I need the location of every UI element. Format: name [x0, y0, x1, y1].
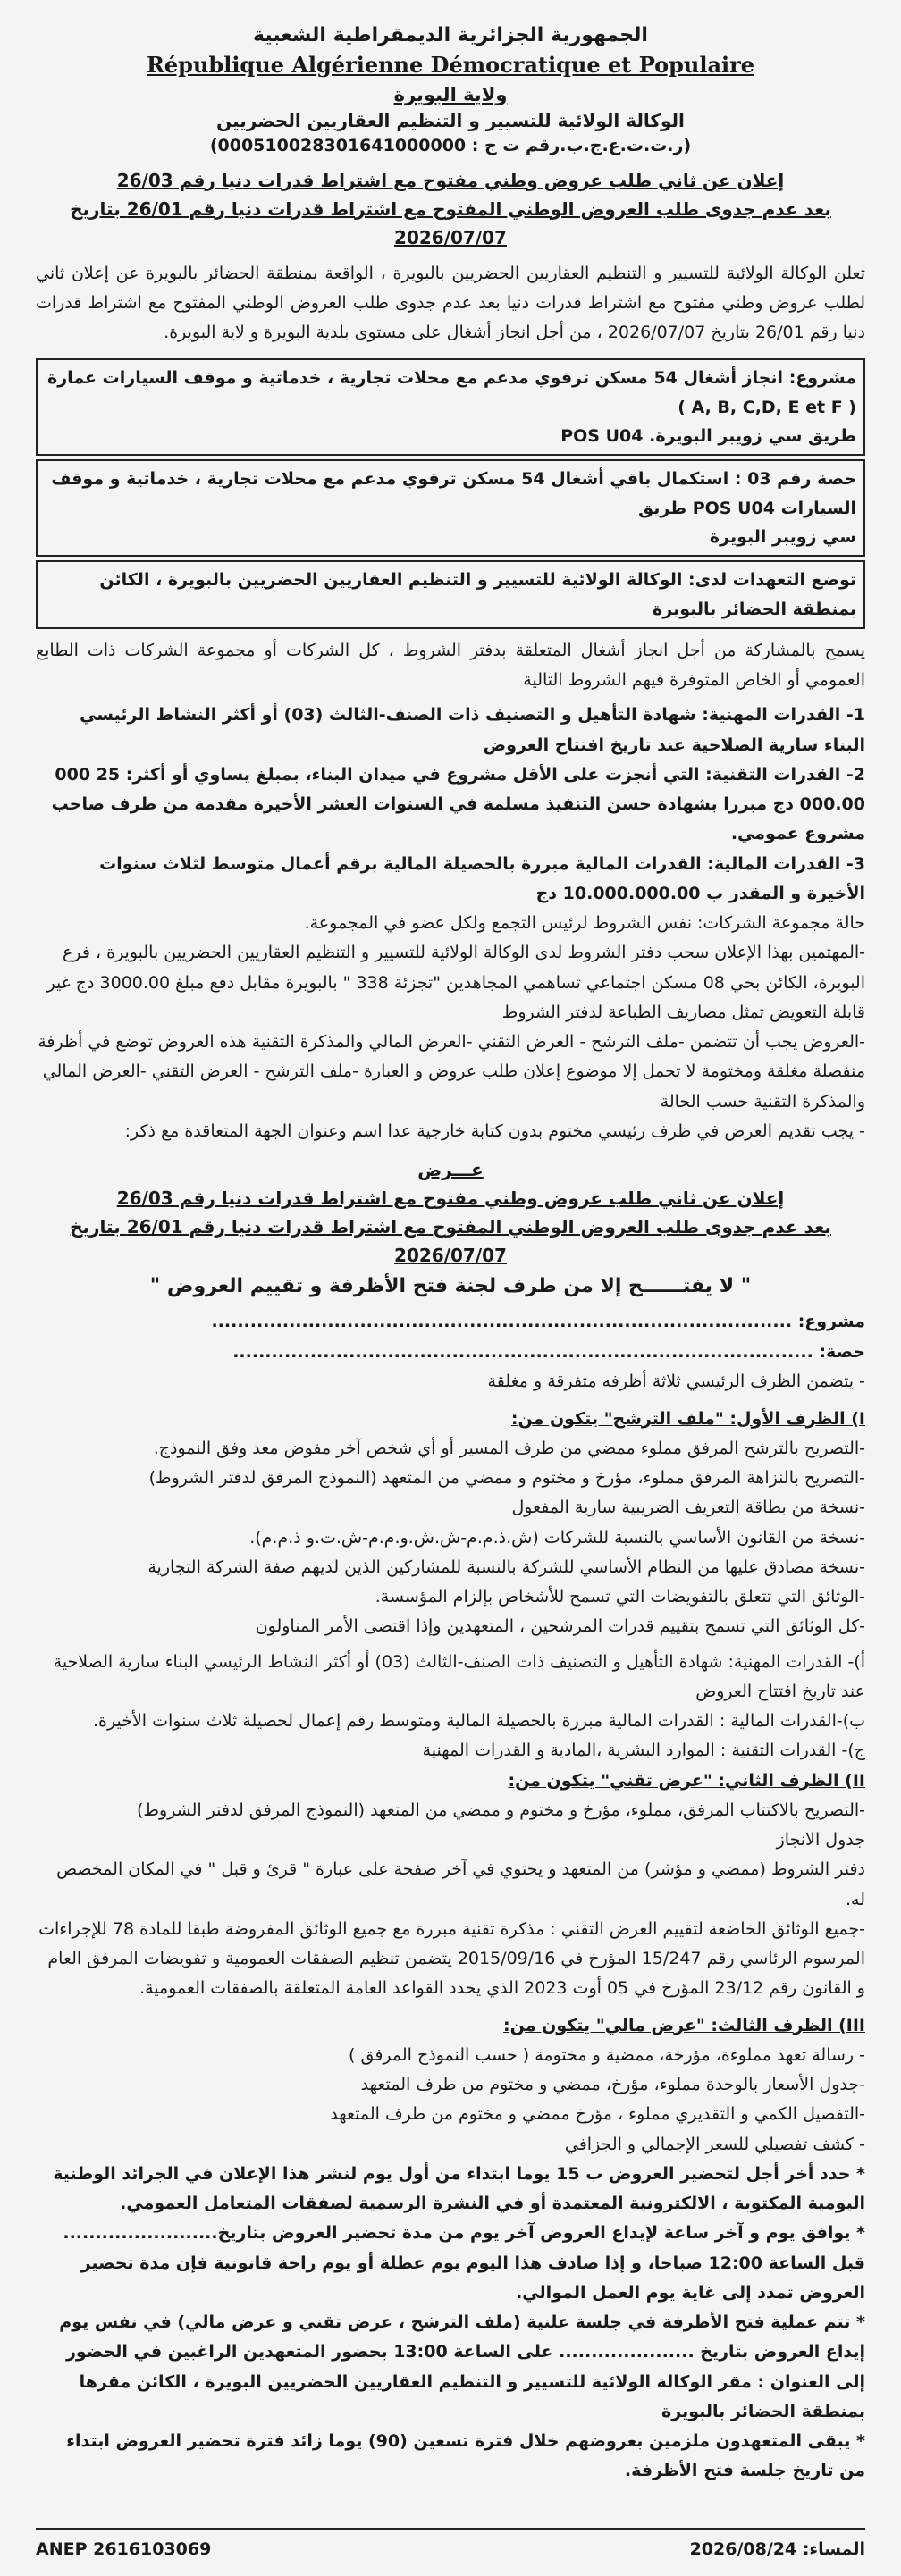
env1-item: -نسخة من القانون الأساسي بالنسبة للشركات (ش.ذ.م.م-ش.ش.و.م.م-ش.ت.و ذ.م.م). [249, 1527, 865, 1548]
env1-capacity: أ)- القدرات المهنية: شهادة التأهيل و التصنيف ذات الصنف-الثالث (03) أو أكثر النشاط الرئيسي البناء سارية الصلاحية عند تاريخ افتتاح العروض [53, 1651, 865, 1701]
offer-project-label: مشروع: [797, 1312, 865, 1332]
env2-item: -التصريح بالاكتتاب المرفق، مملوء، مؤرخ و مختوم و ممضي من المتعهد (النموذج المرفق لدفتر الشروط) [136, 1800, 865, 1820]
closing-opening: * تتم عملية فتح الأظرفة في جلسة علنية (ملف الترشح ، عرض تقني و عرض مالي) في نفس يوم إيداع العروض بتاريخ ..................... على الساعة 13:00 بحضور المتعهدين الراغبين في الحضور إلى العنوان : مقر الوكالة الولائية للتسيير و التنظيم العقاريين الحضريين البويرة ، الكائن مقرها بمنطقة الحضائر بالبويرة [59, 2312, 865, 2421]
envelope-1-capacities [36, 1648, 865, 1766]
closing-deadline: * حدد أخر أجل لتحضير العروض ب 15 يوما ابتداء من أول يوم لنشر هذا الإعلان في الجرائد الوطنية اليومية المكتوبة ، الالكترونية المعتمدة أو في النشرة الرسمية لصفقات المتعامل العمومي. [53, 2163, 865, 2214]
lot-line-1: حصة رقم 03 : استكمال باقي أشغال 54 مسكن ترقوي مدعم مع محلات تجارية ، خدماتية و موقف السيارات POS U04 طريق [51, 469, 856, 518]
env3-item: -التفصيل الكمي و التقديري مملوء ، مؤرخ ممضي و مختوم من طرف المتعهد [330, 2104, 865, 2125]
env1-item: -التصريح بالترشح المرفق مملوء ممضي من طرف المسير أو أي شخص آخر مفوض معد وفق النموذج. [153, 1438, 865, 1458]
project-box [36, 358, 865, 456]
offer-lot-dots: .......................................................................................... [232, 1342, 813, 1363]
project-line-1: مشروع: انجاز أشغال 54 مسكن ترقوي مدعم مع محلات تجارية ، خدماتية و موقف السيارات عمارة ( A, B, C,D, E et F ) [47, 368, 856, 417]
env1-capacity: ب)-القدرات المالية : القدرات المالية مبررة بالحصيلة المالية ومتوسط رقم إعمال لحصيلة ثلاث سنوات الأخيرة. [93, 1711, 865, 1732]
envelopes-intro: - يتضمن الظرف الرئيسي ثلاثة أظرفه متفرقة و مغلقة [487, 1372, 865, 1392]
offer-project-dots: .......................................................................................... [211, 1312, 793, 1332]
intro-paragraph: تعلن الوكالة الولائية للتسيير و التنظيم العقاريين الحضريين بالبويرة ، الواقعة بمنطقة الحضائر بالبويرة عن إعلان ثاني لطلب عروض وطني مفتوح مع اشتراط قدرات دنيا بعد عدم جدوى طلب العروض الوطني المفتوح مع اشتراط قدرات دنيا رقم 26/01 بتاريخ 2026/07/07 ، من أجل انجاز أشغال على مستوى بلدية البويرة و لاية البويرة. [36, 263, 865, 343]
announcement-subtitle: بعد عدم جدوى طلب العروض الوطني المفتوح مع اشتراط قدرات دنيا رقم 26/01 بتاريخ 2026/07/07 [70, 197, 831, 248]
criteria-list [36, 701, 865, 909]
header [36, 21, 865, 159]
envelope-2-title: II) الظرف الثاني: "عرض تقني" يتكون من: [508, 1770, 865, 1791]
note-withdraw: -المهتمين بهذا الإعلان سحب دفتر الشروط لدى الوكالة الولائية للتسيير و التنظيم العقاريين الحضريين بالبويرة ، فرع البويرة، الكائن بحي 08 مسكن اجتماعي تساهمي المجاهدين "تجزئة 338 " بالبويرة مقابل دفع مبلغ 3000.00 دج غير قابلة التعويض تمثل مصاريف الطباعة لدفتر الشروط [46, 943, 865, 1022]
offer-lot-line [36, 1337, 865, 1367]
offer-subtitle: بعد عدم جدوى طلب العروض الوطني المفتوح مع اشتراط قدرات دنيا رقم 26/01 بتاريخ 2026/07/07 [70, 1216, 831, 1267]
closing-validity: * يبقى المتعهدون ملزمين بعروضهم خلال فترة تسعين (90) يوما زائد فترة تحضير العروض ابتداء من تاريخ جلسة فتح الأظرفة. [66, 2431, 865, 2481]
env1-item: -التصريح بالنزاهة المرفق مملوء، مؤرخ و مختوم و ممضي من المتعهد (النموذج المرفق لدفتر الشروط) [148, 1468, 865, 1489]
submission-box: توضع التعهدات لدى: الوكالة الولائية للتسيير و التنظيم العقاريين الحضريين بالبويرة ، الكائن بمنطقة الحضائر بالبويرة [36, 560, 865, 629]
envelope-1-title: I) الظرف الأول: "ملف الترشح" يتكون من: [510, 1408, 865, 1429]
env3-item: - رسالة تعهد مملوءة، مؤرخة، ممضية و مختومة ( حسب النموذج المرفق ) [349, 2044, 865, 2065]
agency-name: الوكالة الولائية للتسيير و التنظيم العقاريين الحضريين [216, 110, 685, 132]
env1-item: -نسخة من بطاقة التعريف الضريبية سارية المفعول [511, 1498, 865, 1518]
envelope-3-title: III) الظرف الثالث: "عرض مالي" يتكون من: [503, 2015, 865, 2035]
envelope-1-items [36, 1434, 865, 1642]
nif-number: (ر.ت.ت.ع.ج.ب.رقم ت ج : 000510028301641000000) [209, 136, 692, 156]
env1-item: -الوثائق التي تتعلق بالتفويضات التي تسمح للأشخاص بإلزام المؤسسة. [375, 1587, 865, 1607]
offer-project-line [36, 1306, 865, 1337]
env3-item: - كشف تفصيلي للسعر الإجمالي و الجزافي [564, 2134, 865, 2154]
notes-list [36, 909, 865, 1146]
do-not-open-notice: " لا يفتــــــح إلا من طرف لجنة فتح الأظرفة و تقييم العروض " [149, 1275, 752, 1298]
republic-ar: الجمهورية الجزائرية الديمقراطية الشعبية [253, 24, 648, 46]
lot-line-2: سي زويبر البويرة [709, 526, 856, 547]
env1-item: -كل الوثائق التي تسمح بتقييم قدرات المرشحين ، المتعهدين وإذا اقتضى الأمر المناولون [255, 1616, 865, 1637]
criterion-technical: 2- القدرات التقنية: التي أنجزت على الأقل مشروع في ميدان البناء، بمبلغ يساوي أو أكثر: 25 000 000.00 دج مبررا بشهادة حسن التنفيذ مسلمة في السنوات العشر الأخيرة مقدمة من طرف صاحب مشروع عمومي. [51, 764, 865, 844]
env2-item: جدول الانجاز [776, 1830, 865, 1850]
env2-item: دفتر الشروط (ممضي و مؤشر) من المتعهد و يحتوي في آخر صفحة على عبارة " قرئ و قبل " في المكان المخصص له. [56, 1859, 865, 1909]
lot-box [36, 459, 865, 557]
env1-capacity: ج)- القدرات التقنية : الموارد البشرية ،المادية و القدرات المهنية [422, 1741, 865, 1761]
envelope-2-items [36, 1796, 865, 2004]
footer [36, 2528, 865, 2569]
closing-notes [36, 2160, 865, 2487]
offer-lot-label: حصة: [819, 1342, 865, 1363]
announcement-title: إعلان عن ثاني طلب عروض وطني مفتوح مع اشتراط قدرات دنيا رقم 26/03 [116, 169, 785, 191]
anep-reference: ANEP 2616103069 [36, 2539, 212, 2559]
offer-heading: عـــرض [417, 1159, 484, 1181]
note-group: حالة مجموعة الشركات: نفس الشروط لرئيس التجمع ولكل عضو في المجموعة. [304, 913, 865, 934]
wilaya: ولاية البويرة [393, 83, 508, 105]
publication-date: 2026/08/24 :المساء [689, 2539, 865, 2559]
offer-title: إعلان عن ثاني طلب عروض وطني مفتوح مع اشتراط قدرات دنيا رقم 26/03 [116, 1187, 785, 1210]
eligibility-text: يسمح بالمشاركة من أجل انجاز أشغال المتعلقة بدفتر الشروط ، كل الشركات أو مجموعة الشركات ذات الطابع العمومي أو الخاص المتوفرة فيهم الشروط التالية [36, 640, 865, 691]
env1-item: -نسخة مصادق عليها من النظام الأساسي للشركة بالنسبة للمشاركين الذين لديهم صفة الشركة التجارية [147, 1557, 865, 1577]
criterion-professional: 1- القدرات المهنية: شهادة التأهيل و التصنيف ذات الصنف-الثالث (03) أو أكثر النشاط الرئيسي البناء سارية الصلاحية عند تاريخ افتتاح العروض [80, 705, 865, 755]
note-offers: -العروض يجب أن تتضمن -ملف الترشح - العرض التقني -العرض المالي والمذكرة التقنية هذه العروض توضع في أظرفة منفصلة مغلقة ومختومة لا تحمل إلا موضوع إعلان طلب عروض و العبارة -ملف الترشح - العرض التقني -العرض المالي والمذكرة التقنية حسب الحالة [38, 1032, 865, 1112]
env2-item: -جميع الوثائق الخاضعة لتقييم العرض التقني : مذكرة تقنية مبررة مع جميع الوثائق المفروضة طبقا للمادة 78 للإجراءات المرسوم الرئاسي رقم 15/247 المؤرخ في 2015/09/16 يتضمن تنظيم الصفقات العمومية و تفويضات المرفق العام و القانون رقم 23/12 المؤرخ في 05 أوت 2023 الذي يحدد القواعد العامة المتعلقة بالصفقات العمومية. [38, 1918, 865, 1999]
republic-fr: République Algérienne Démocratique et Populaire [146, 51, 755, 78]
note-envelope: - يجب تقديم العرض في ظرف رئيسي مختوم بدون كتابة خارجية عدا اسم وعنوان الجهة المتعاقدة مع ذكر: [124, 1120, 865, 1141]
env3-item: -جدول الأسعار بالوحدة مملوء، مؤرخ، ممضي و مختوم من طرف المتعهد [360, 2075, 865, 2095]
project-line-2: طريق سي زويبر البويرة. POS U04 [560, 426, 856, 447]
envelope-3-items [36, 2041, 865, 2160]
closing-deposit: * يوافق يوم و آخر ساعة لإيداع العروض آخر يوم من مدة تحضير العروض بتاريخ........................ قبل الساعة 12:00 صباحا، و إذا صادف هذا اليوم يوم عطلة أو يوم راحة قانونية فإن مدة تحضير العروض تمدد إلى غاية يوم العمل الموالي. [63, 2223, 865, 2303]
criterion-financial: 3- القدرات المالية: القدرات المالية مبررة بالحصيلة المالية برقم أعمال متوسط لثلاث سنوات الأخيرة و المقدر ب 10.000.000.00 دج [99, 853, 865, 903]
